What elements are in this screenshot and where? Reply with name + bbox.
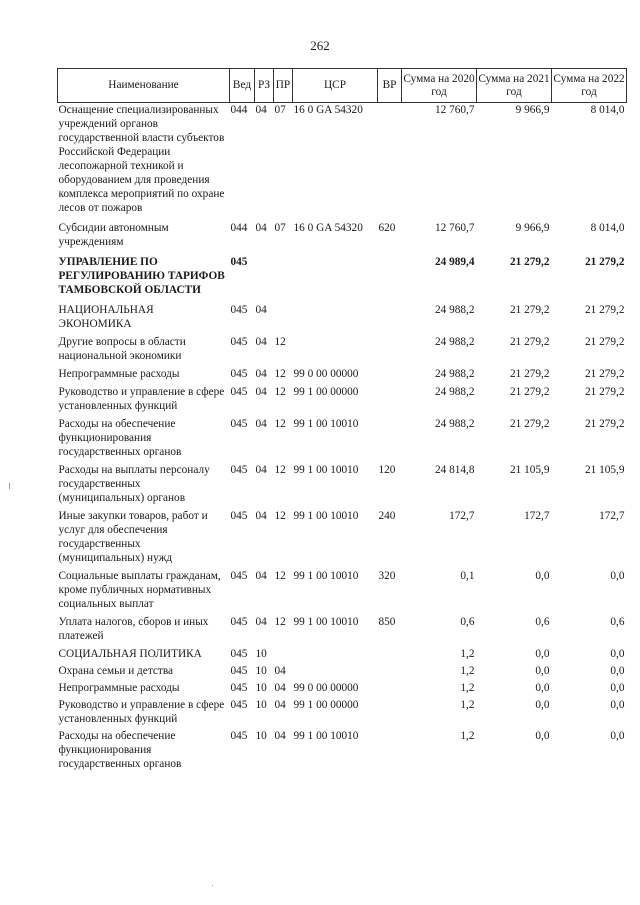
cell-ved: 045	[230, 682, 248, 694]
cell-csr: 99 0 00 00000	[293, 682, 359, 694]
cell-sum-2022: 0,0	[610, 682, 625, 694]
cell-csr: 99 1 00 00000	[293, 386, 359, 398]
cell-rz: 04	[255, 386, 267, 398]
table-row	[58, 695, 627, 726]
cell-name: Расходы на выплаты персоналу государственных (муниципальных) органов	[58, 464, 210, 504]
header-sum-2022: Сумма на 2022 год	[552, 69, 627, 103]
cell-csr	[293, 249, 378, 297]
cell-rz: 10	[255, 648, 267, 660]
cell-rz: 10	[255, 682, 267, 694]
cell-ved: 045	[230, 464, 248, 476]
cell-sum-2021: 21 279,2	[509, 304, 550, 316]
cell-ved: 045	[230, 386, 248, 398]
cell-name: Непрограммные расходы	[58, 368, 180, 380]
cell-vr	[378, 381, 402, 413]
table-row	[58, 103, 627, 216]
cell-sum-2020: 172,7	[449, 510, 475, 522]
cell-pr: 04	[274, 665, 286, 677]
page-number: 262	[310, 38, 330, 53]
cell-sum-2021: 0,0	[535, 730, 550, 742]
cell-sum-2020: 24 989,4	[434, 256, 475, 268]
header-vr: ВР	[378, 69, 402, 103]
cell-sum-2020: 1,2	[460, 648, 475, 660]
budget-table	[57, 68, 627, 771]
table-row	[58, 611, 627, 643]
cell-rz: 04	[255, 418, 267, 430]
cell-sum-2021: 21 279,2	[509, 386, 550, 398]
cell-csr	[293, 331, 378, 363]
cell-sum-2022: 0,6	[610, 616, 625, 628]
cell-sum-2020: 1,2	[460, 730, 475, 742]
cell-vr	[378, 297, 402, 331]
cell-sum-2022: 21 279,2	[584, 256, 625, 268]
cell-vr: 240	[378, 510, 396, 522]
cell-pr: 07	[274, 222, 286, 234]
header-ved: Вед	[230, 69, 255, 103]
cell-sum-2022: 8 014,0	[590, 104, 625, 116]
cell-sum-2021: 0,0	[535, 682, 550, 694]
cell-sum-2022: 172,7	[599, 510, 625, 522]
table-row	[58, 505, 627, 565]
header-rz: РЗ	[255, 69, 274, 103]
cell-sum-2020: 24 988,2	[434, 336, 475, 348]
cell-pr: 04	[274, 682, 286, 694]
cell-vr	[378, 726, 402, 771]
cell-sum-2022: 21 279,2	[584, 336, 625, 348]
cell-csr: 99 0 00 00000	[293, 368, 359, 380]
cell-sum-2021: 0,0	[535, 699, 550, 711]
cell-pr: 12	[274, 464, 286, 476]
cell-sum-2021: 9 966,9	[515, 104, 550, 116]
cell-sum-2022: 21 279,2	[584, 304, 625, 316]
scan-speck	[212, 885, 213, 886]
cell-sum-2020: 1,2	[460, 682, 475, 694]
table-row	[58, 381, 627, 413]
cell-sum-2022: 0,0	[610, 570, 625, 582]
cell-csr	[293, 661, 378, 678]
cell-sum-2020: 12 760,7	[434, 104, 475, 116]
cell-csr: 99 1 00 10010	[293, 730, 359, 742]
cell-sum-2022: 0,0	[610, 665, 625, 677]
cell-name: Расходы на обеспечение функционирования государственных органов	[58, 730, 182, 770]
cell-name: Руководство и управление в сфере установленных функций	[58, 386, 225, 412]
cell-sum-2021: 0,6	[535, 616, 550, 628]
cell-name: Непрограммные расходы	[58, 682, 180, 694]
cell-sum-2020: 1,2	[460, 699, 475, 711]
cell-sum-2021: 0,0	[535, 665, 550, 677]
cell-csr: 99 1 00 10010	[293, 510, 359, 522]
cell-sum-2022: 21 105,9	[584, 464, 625, 476]
header-pr: ПР	[274, 69, 293, 103]
cell-sum-2021: 21 279,2	[509, 336, 550, 348]
cell-csr: 99 1 00 00000	[293, 699, 359, 711]
cell-sum-2021: 172,7	[524, 510, 550, 522]
cell-ved: 044	[230, 104, 248, 116]
cell-rz: 04	[255, 368, 267, 380]
cell-rz: 04	[255, 304, 267, 316]
cell-csr: 99 1 00 10010	[293, 418, 359, 430]
cell-csr: 99 1 00 10010	[293, 570, 359, 582]
cell-sum-2022: 8 014,0	[590, 222, 625, 234]
cell-sum-2020: 24 988,2	[434, 418, 475, 430]
cell-vr	[378, 661, 402, 678]
cell-name: СОЦИАЛЬНАЯ ПОЛИТИКА	[58, 648, 202, 660]
cell-vr	[378, 643, 402, 661]
cell-pr: 12	[274, 368, 286, 380]
table-header-row	[58, 69, 627, 103]
cell-csr	[293, 643, 378, 661]
cell-vr: 120	[378, 464, 396, 476]
table-row	[58, 678, 627, 695]
table-row	[58, 661, 627, 678]
cell-pr: 12	[274, 386, 286, 398]
cell-sum-2021: 21 279,2	[509, 368, 550, 380]
cell-ved: 045	[230, 304, 248, 316]
table-row	[58, 331, 627, 363]
cell-rz: 04	[255, 570, 267, 582]
cell-vr	[378, 331, 402, 363]
cell-sum-2021: 21 279,2	[509, 256, 550, 268]
table-row	[58, 413, 627, 459]
cell-vr	[378, 249, 402, 297]
cell-vr	[378, 103, 402, 216]
cell-name: УПРАВЛЕНИЕ ПО РЕГУЛИРОВАНИЮ ТАРИФОВ ТАМБОВСКОЙ ОБЛАСТИ	[58, 256, 225, 296]
scan-speck	[9, 483, 10, 489]
table-row	[58, 459, 627, 505]
cell-name: НАЦИОНАЛЬНАЯ ЭКОНОМИКА	[58, 304, 154, 330]
cell-rz: 04	[255, 510, 267, 522]
cell-sum-2022: 0,0	[610, 648, 625, 660]
budget-table-container	[57, 68, 626, 771]
table-row	[58, 363, 627, 381]
header-sum-2020: Сумма на 2020 год	[402, 69, 477, 103]
cell-vr	[378, 413, 402, 459]
cell-ved: 045	[230, 730, 248, 742]
cell-rz	[255, 249, 274, 297]
cell-pr	[274, 643, 293, 661]
table-row	[58, 726, 627, 771]
cell-ved: 045	[230, 665, 248, 677]
cell-sum-2020: 24 988,2	[434, 368, 475, 380]
cell-sum-2021: 0,0	[535, 648, 550, 660]
cell-vr	[378, 678, 402, 695]
cell-name: Уплата налогов, сборов и иных платежей	[58, 616, 209, 642]
cell-rz: 10	[255, 730, 267, 742]
cell-csr: 16 0 GA 54320	[293, 104, 363, 116]
cell-sum-2021: 21 279,2	[509, 418, 550, 430]
cell-pr: 12	[274, 418, 286, 430]
cell-sum-2022: 0,0	[610, 699, 625, 711]
table-row	[58, 643, 627, 661]
cell-pr: 04	[274, 730, 286, 742]
cell-rz: 04	[255, 616, 267, 628]
cell-ved: 045	[230, 510, 248, 522]
cell-name: Другие вопросы в области национальной экономики	[58, 336, 186, 362]
table-body	[58, 103, 627, 772]
cell-vr: 850	[378, 616, 396, 628]
cell-sum-2021: 0,0	[535, 570, 550, 582]
cell-ved: 045	[230, 336, 248, 348]
cell-rz: 10	[255, 665, 267, 677]
cell-ved: 044	[230, 222, 248, 234]
cell-vr	[378, 363, 402, 381]
cell-sum-2020: 0,1	[460, 570, 475, 582]
cell-sum-2022: 21 279,2	[584, 418, 625, 430]
table-row	[58, 297, 627, 331]
table-row	[58, 249, 627, 297]
cell-sum-2020: 24 988,2	[434, 386, 475, 398]
table-row	[58, 565, 627, 611]
cell-sum-2021: 9 966,9	[515, 222, 550, 234]
cell-ved: 045	[230, 648, 248, 660]
cell-pr: 12	[274, 616, 286, 628]
table-row	[58, 215, 627, 249]
cell-name: Оснащение специализированных учреждений органов государственной власти субъектов Российской Федерации лесопожарной техникой и оборудованием для проведения комплекса мероприятий по охране лесов от пожаров	[58, 104, 225, 214]
cell-name: Руководство и управление в сфере установленных функций	[58, 699, 225, 725]
header-name: Наименование	[58, 69, 230, 103]
cell-vr	[378, 695, 402, 726]
cell-ved: 045	[230, 256, 248, 268]
cell-name: Иные закупки товаров, работ и услуг для обеспечения государственных (муниципальных) нужд	[58, 510, 208, 564]
cell-ved: 045	[230, 616, 248, 628]
cell-pr	[274, 249, 293, 297]
cell-pr: 04	[274, 699, 286, 711]
cell-sum-2020: 0,6	[460, 616, 475, 628]
cell-name: Социальные выплаты гражданам, кроме публичных нормативных социальных выплат	[58, 570, 221, 610]
cell-rz: 04	[255, 104, 267, 116]
cell-vr: 620	[378, 222, 396, 234]
cell-vr: 320	[378, 570, 396, 582]
cell-ved: 045	[230, 418, 248, 430]
cell-ved: 045	[230, 368, 248, 380]
cell-csr	[293, 297, 378, 331]
cell-sum-2020: 12 760,7	[434, 222, 475, 234]
header-sum-2021: Сумма на 2021 год	[477, 69, 552, 103]
cell-rz: 10	[255, 699, 267, 711]
cell-csr: 99 1 00 10010	[293, 464, 359, 476]
cell-sum-2022: 0,0	[610, 730, 625, 742]
cell-sum-2021: 21 105,9	[509, 464, 550, 476]
cell-rz: 04	[255, 222, 267, 234]
header-csr: ЦСР	[293, 69, 378, 103]
cell-csr: 99 1 00 10010	[293, 616, 359, 628]
cell-name: Расходы на обеспечение функционирования государственных органов	[58, 418, 182, 458]
cell-pr: 12	[274, 336, 286, 348]
cell-pr: 12	[274, 570, 286, 582]
cell-pr: 07	[274, 104, 286, 116]
cell-sum-2020: 24 988,2	[434, 304, 475, 316]
cell-ved: 045	[230, 570, 248, 582]
cell-sum-2020: 1,2	[460, 665, 475, 677]
cell-rz: 04	[255, 464, 267, 476]
cell-pr	[274, 297, 293, 331]
cell-pr: 12	[274, 510, 286, 522]
cell-sum-2022: 21 279,2	[584, 368, 625, 380]
cell-ved: 045	[230, 699, 248, 711]
cell-csr: 16 0 GA 54320	[293, 222, 363, 234]
cell-name: Охрана семьи и детства	[58, 665, 174, 677]
cell-sum-2020: 24 814,8	[434, 464, 475, 476]
cell-sum-2022: 21 279,2	[584, 386, 625, 398]
cell-name: Субсидии автономным учреждениям	[58, 222, 169, 248]
cell-rz: 04	[255, 336, 267, 348]
